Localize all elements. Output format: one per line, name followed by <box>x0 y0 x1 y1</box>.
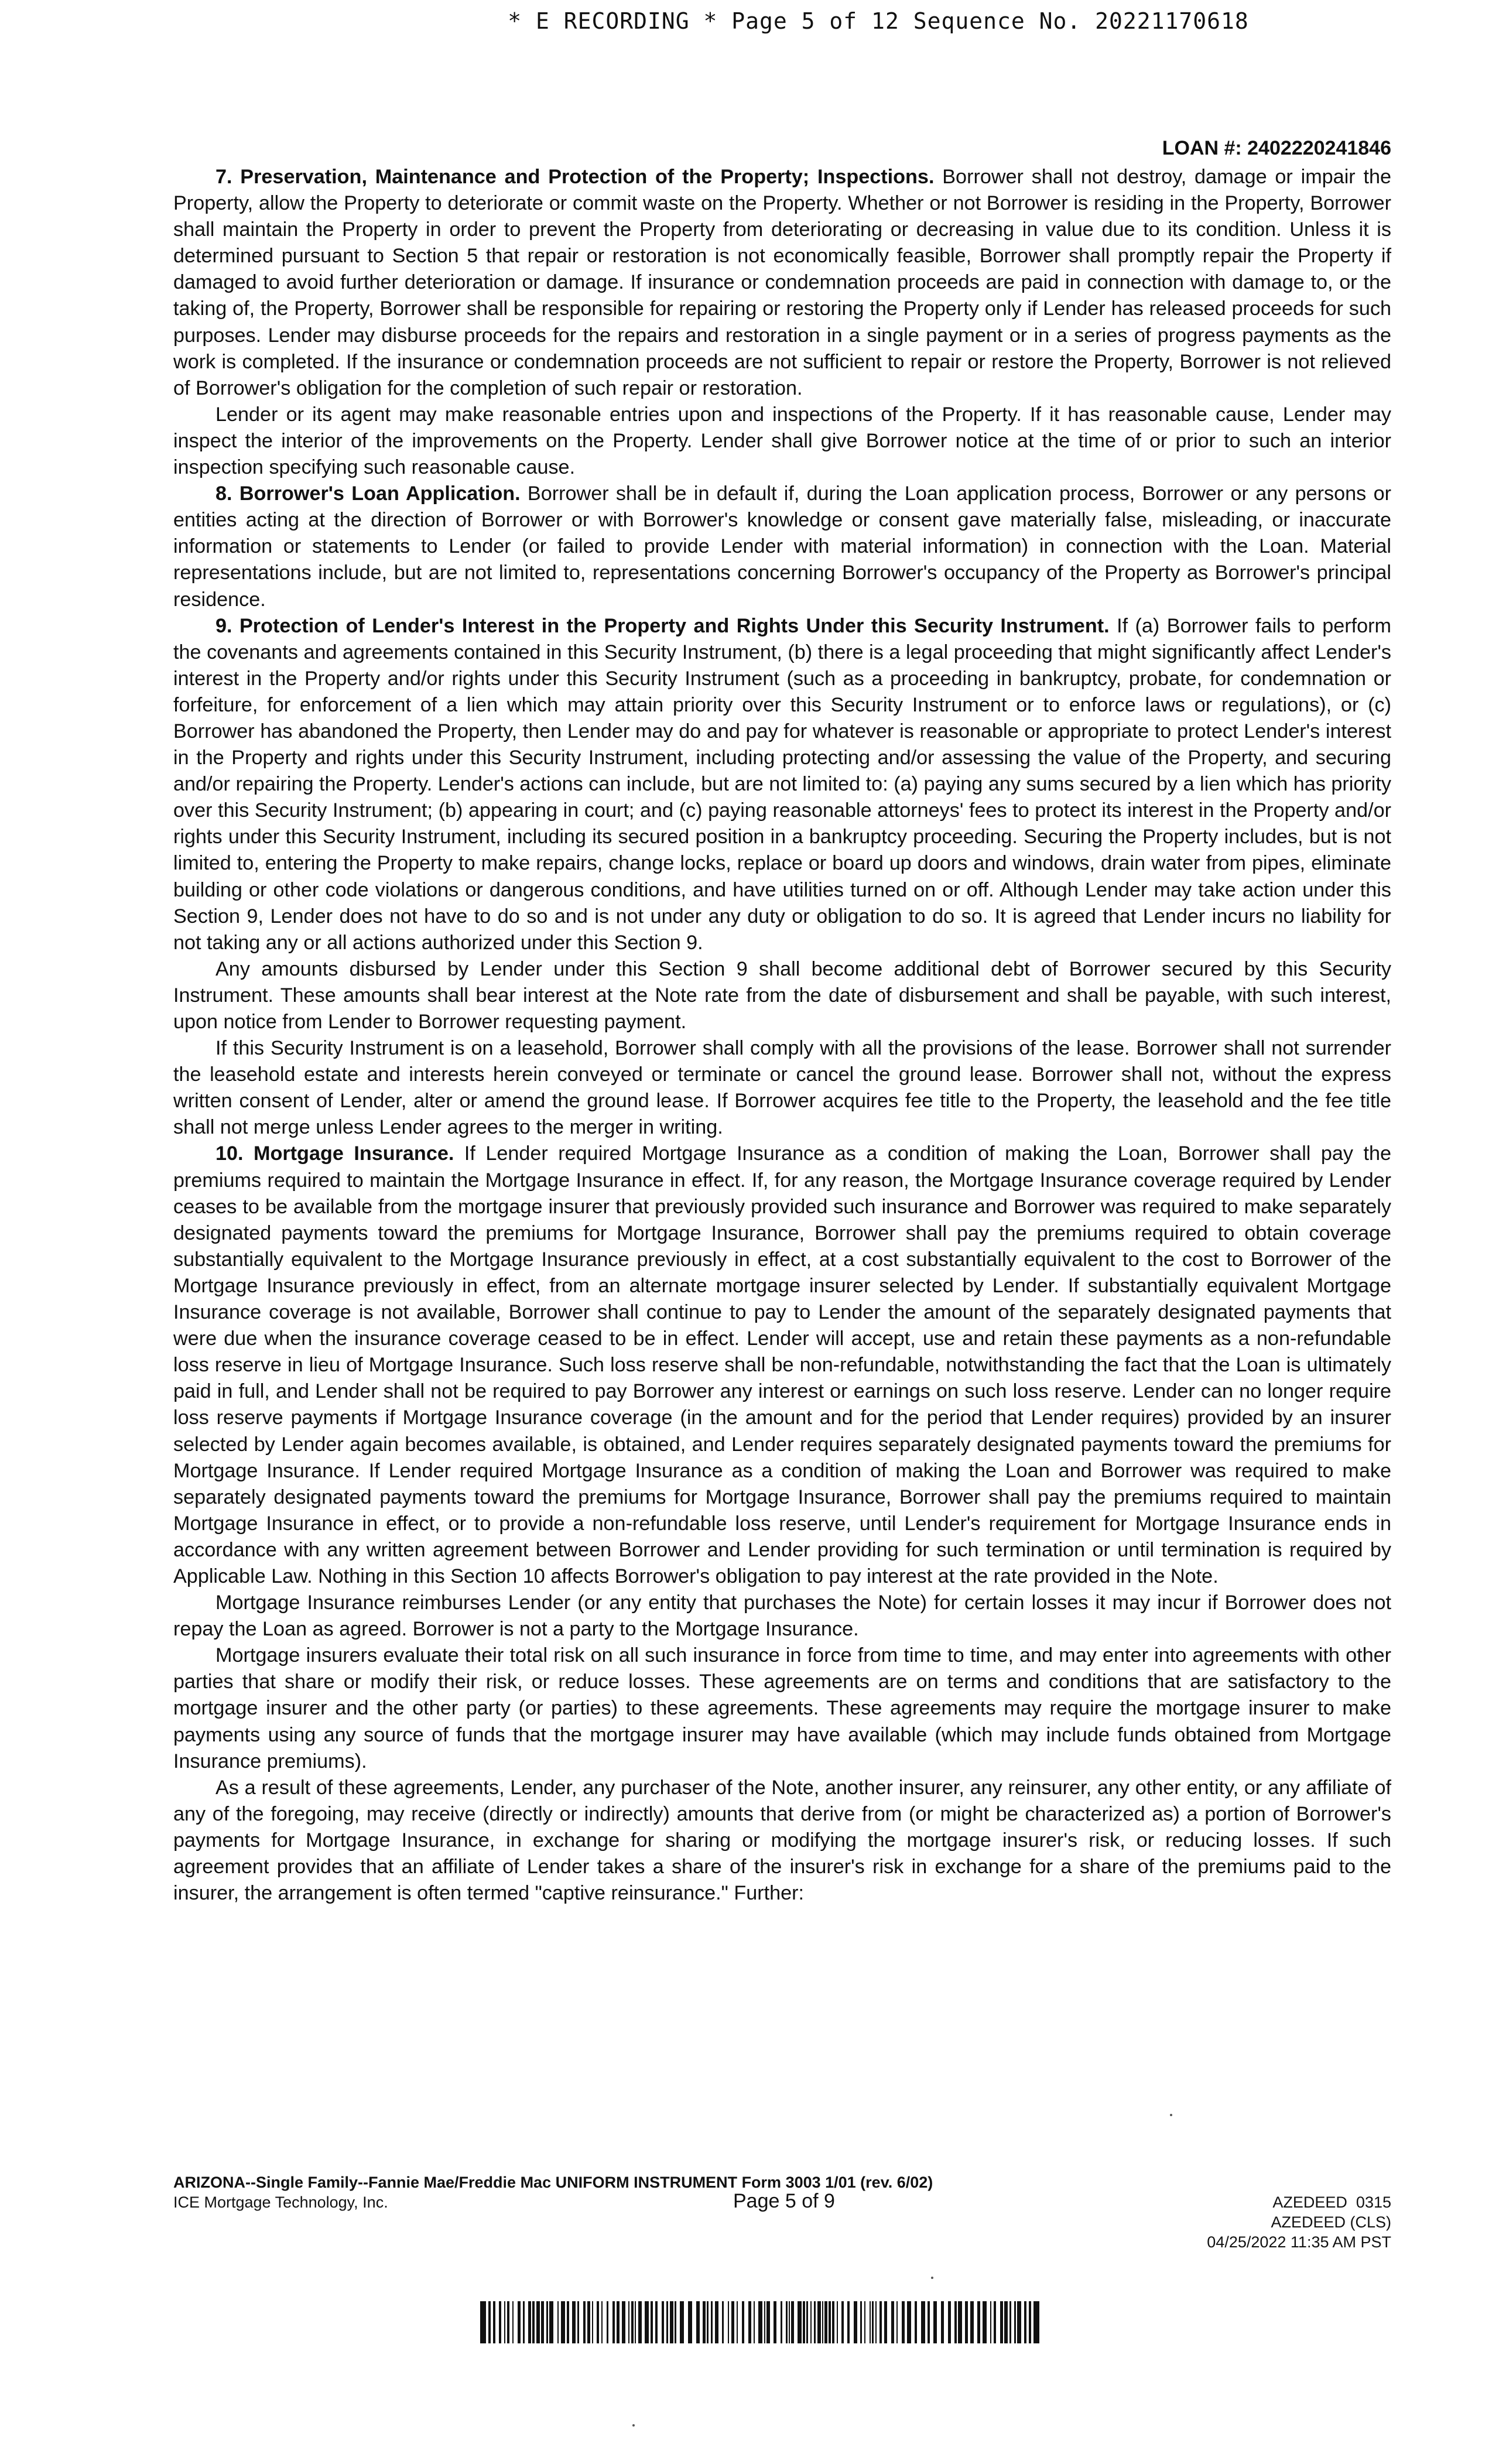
section-heading: 7. Preservation, Maintenance and Protection of the Property; Inspections. <box>215 166 935 188</box>
barcode-image <box>480 2301 1042 2343</box>
form-code: AZEDEED (CLS) <box>1271 2213 1391 2231</box>
page-number: Page 5 of 9 <box>733 2190 835 2212</box>
recording-header: * E RECORDING * Page 5 of 12 Sequence No. 20221170618 <box>508 8 1249 34</box>
paragraph-text: Mortgage insurers evaluate their total risk on all such insurance in force from time to time, and may enter into agreements with other parties that share or modify their risk, or reduce losses. These agreements are on terms and conditions that are satisfactory to the mortgage insurer and the other party (or parties) to these agreements. These agreements may require the mortgage insurer to make payments using any source of funds that the mortgage insurer may have available (which may include funds obtained from Mortgage Insurance premiums). <box>173 1644 1391 1772</box>
paragraph <box>173 613 1391 956</box>
paragraph <box>173 164 1391 402</box>
paragraph-text: As a result of these agreements, Lender, any purchaser of the Note, another insurer, any reinsurer, any other entity, or any affiliate of any of the foregoing, may receive (directly or indirectly) amounts that derive from (or might be characterized as) a portion of Borrower's payments for Mortgage Insurance, in exchange for sharing or modifying the mortgage insurer's risk, or reducing losses. If such agreement provides that an affiliate of Lender takes a share of the insurer's risk in exchange for a share of the premiums paid to the insurer, the arrangement is often termed "captive reinsurance." Further: <box>173 1776 1391 1905</box>
paragraph <box>173 1590 1391 1642</box>
paragraph-text: Any amounts disbursed by Lender under this Section 9 shall become additional debt of Borrower secured by this Security Instrument. These amounts shall bear interest at the Note rate from the date of disbursement and shall be payable, with such interest, upon notice from Lender to Borrower requesting payment. <box>173 957 1391 1033</box>
loan-number: LOAN #: 2402220241846 <box>1162 137 1391 159</box>
paragraph <box>173 481 1391 612</box>
paragraph <box>173 1035 1391 1141</box>
paragraph-text: Lender or its agent may make reasonable entries upon and inspections of the Property. If it has reasonable cause, Lender may inspect the interior of the improvements on the Property. Lender shall give Borrower notice at the time of or prior to such an interior inspection specifying such reasonable cause. <box>173 403 1391 479</box>
scan-speck <box>1170 2114 1172 2116</box>
paragraph-text: If this Security Instrument is on a leasehold, Borrower shall comply with all the provisions of the lease. Borrower shall not surrender the leasehold estate and interests herein conveyed or terminate or cancel the ground lease. Borrower shall not, without the express written consent of Lender, alter or amend the ground lease. If Borrower acquires fee title to the Property, the leasehold and the fee title shall not merge unless Lender agrees to the merger in writing. <box>173 1037 1391 1139</box>
paragraph-text: If Lender required Mortgage Insurance as a condition of making the Loan, Borrower shall pay the premiums required to maintain the Mortgage Insurance in effect. If, for any reason, the Mortgage Insurance coverage required by Lender ceases to be available from the mortgage insurer that previously provided such insurance and Borrower was required to make separately designated payments toward the premiums for Mortgage Insurance, Borrower shall pay the premiums required to obtain coverage substantially equivalent to the Mortgage Insurance previously in effect, at a cost substantially equivalent to the cost to Borrower of the Mortgage Insurance previously in effect, from an alternate mortgage insurer selected by Lender. If substantially equivalent Mortgage Insurance coverage is not available, Borrower shall continue to pay to Lender the amount of the separately designated payments that were due when the insurance coverage ceased to be in effect. Lender will accept, use and retain these payments as a non-refundable loss reserve in lieu of Mortgage Insurance. Such loss reserve shall be non-refundable, notwithstanding the fact that the Loan is ultimately paid in full, and Lender shall not be required to pay Borrower any interest or earnings on such loss reserve. Lender can no longer require loss reserve payments if Mortgage Insurance coverage (in the amount and for the period that Lender requires) provided by an insurer selected by Lender again becomes available, is obtained, and Lender requires separately designated payments toward the premiums for Mortgage Insurance. If Lender required Mortgage Insurance as a condition of making the Loan and Borrower was required to make separately designated payments toward the premiums for Mortgage Insurance, Borrower shall pay the premiums required to maintain Mortgage Insurance in effect, or to provide a non-refundable loss reserve, until Lender's requirement for Mortgage Insurance ends in accordance with any written agreement between Borrower and Lender providing for such termination or until termination is required by Applicable Law. Nothing in this Section 10 affects Borrower's obligation to pay interest at the rate provided in the Note. <box>173 1142 1391 1587</box>
paragraph <box>173 402 1391 481</box>
form-timestamp: 04/25/2022 11:35 AM PST <box>1207 2233 1391 2251</box>
paragraph-text: Borrower shall not destroy, damage or impair the Property, allow the Property to deteriorate or commit waste on the Property. Whether or not Borrower is residing in the Property, Borrower shall maintain the Property in order to prevent the Property from deteriorating or decreasing in value due to its condition. Unless it is determined pursuant to Section 5 that repair or restoration is not economically feasible, Borrower shall promptly repair the Property if damaged to avoid further deterioration or damage. If insurance or condemnation proceeds are paid in connection with damage to, or the taking of, the Property, Borrower shall be responsible for repairing or restoring the Property only if Lender has released proceeds for such purposes. Lender may disburse proceeds for the repairs and restoration in a single payment or in a series of progress payments as the work is completed. If the insurance or condemnation proceeds are not sufficient to repair or restore the Property, Borrower is not relieved of Borrower's obligation for the completion of such repair or restoration. <box>173 166 1391 399</box>
paragraph <box>173 1141 1391 1590</box>
paragraph-text: Mortgage Insurance reimburses Lender (or any entity that purchases the Note) for certain losses it may incur if Borrower does not repay the Loan as agreed. Borrower is not a party to the Mortgage Insurance. <box>173 1592 1391 1641</box>
form-title: ARIZONA--Single Family--Fannie Mae/Freddie Mac UNIFORM INSTRUMENT Form 3003 1/01 (rev. 6/02) <box>173 2174 933 2191</box>
section-heading: 9. Protection of Lender's Interest in the Property and Rights Under this Security Instrument. <box>215 614 1110 637</box>
footer-row <box>173 2192 1391 2252</box>
section-heading: 8. Borrower's Loan Application. <box>215 482 521 505</box>
scan-speck <box>931 2277 933 2279</box>
document-body <box>173 164 1391 1907</box>
section-heading: 10. Mortgage Insurance. <box>215 1142 454 1165</box>
paragraph <box>173 956 1391 1035</box>
paragraph <box>173 1642 1391 1774</box>
paragraph-text: If (a) Borrower fails to perform the covenants and agreements contained in this Security Instrument, (b) there is a legal proceeding that might significantly affect Lender's interest in the Property and/or rights under this Security Instrument (such as a proceeding in bankruptcy, probate, for condemnation or forfeiture, for enforcement of a lien which may attain priority over this Security Instrument or to enforce laws or regulations), or (c) Borrower has abandoned the Property, then Lender may do and pay for whatever is reasonable or appropriate to protect Lender's interest in the Property and rights under this Security Instrument, including protecting and/or assessing the value of the Property, and securing and/or repairing the Property. Lender's actions can include, but are not limited to: (a) paying any sums secured by a lien which has priority over this Security Instrument; (b) appearing in court; and (c) paying reasonable attorneys' fees to protect its interest in the Property and/or rights under this Security Instrument, including its secured position in a bankruptcy proceeding. Securing the Property includes, but is not limited to, entering the Property to make repairs, change locks, replace or board up doors and windows, drain water from pipes, eliminate building or other code violations or dangerous conditions, and have utilities turned on or off. Although Lender may take action under this Section 9, Lender does not have to do so and is not under any duty or obligation to do so. It is agreed that Lender incurs no liability for not taking any or all actions authorized under this Section 9. <box>173 614 1391 954</box>
form-codes <box>1207 2192 1391 2252</box>
paragraph-text: Borrower shall be in default if, during the Loan application process, Borrower or any persons or entities acting at the direction of Borrower or with Borrower's knowledge or consent gave materially false, misleading, or inaccurate information or statements to Lender (or failed to provide Lender with material information) in connection with the Loan. Material representations include, but are not limited to, representations concerning Borrower's occupancy of the Property as Borrower's principal residence. <box>173 482 1391 611</box>
company-name: ICE Mortgage Technology, Inc. <box>173 2193 388 2211</box>
page-footer <box>173 2172 1391 2252</box>
scan-speck <box>632 2424 635 2427</box>
form-code: AZEDEED 0315 <box>1272 2193 1391 2211</box>
paragraph <box>173 1775 1391 1907</box>
